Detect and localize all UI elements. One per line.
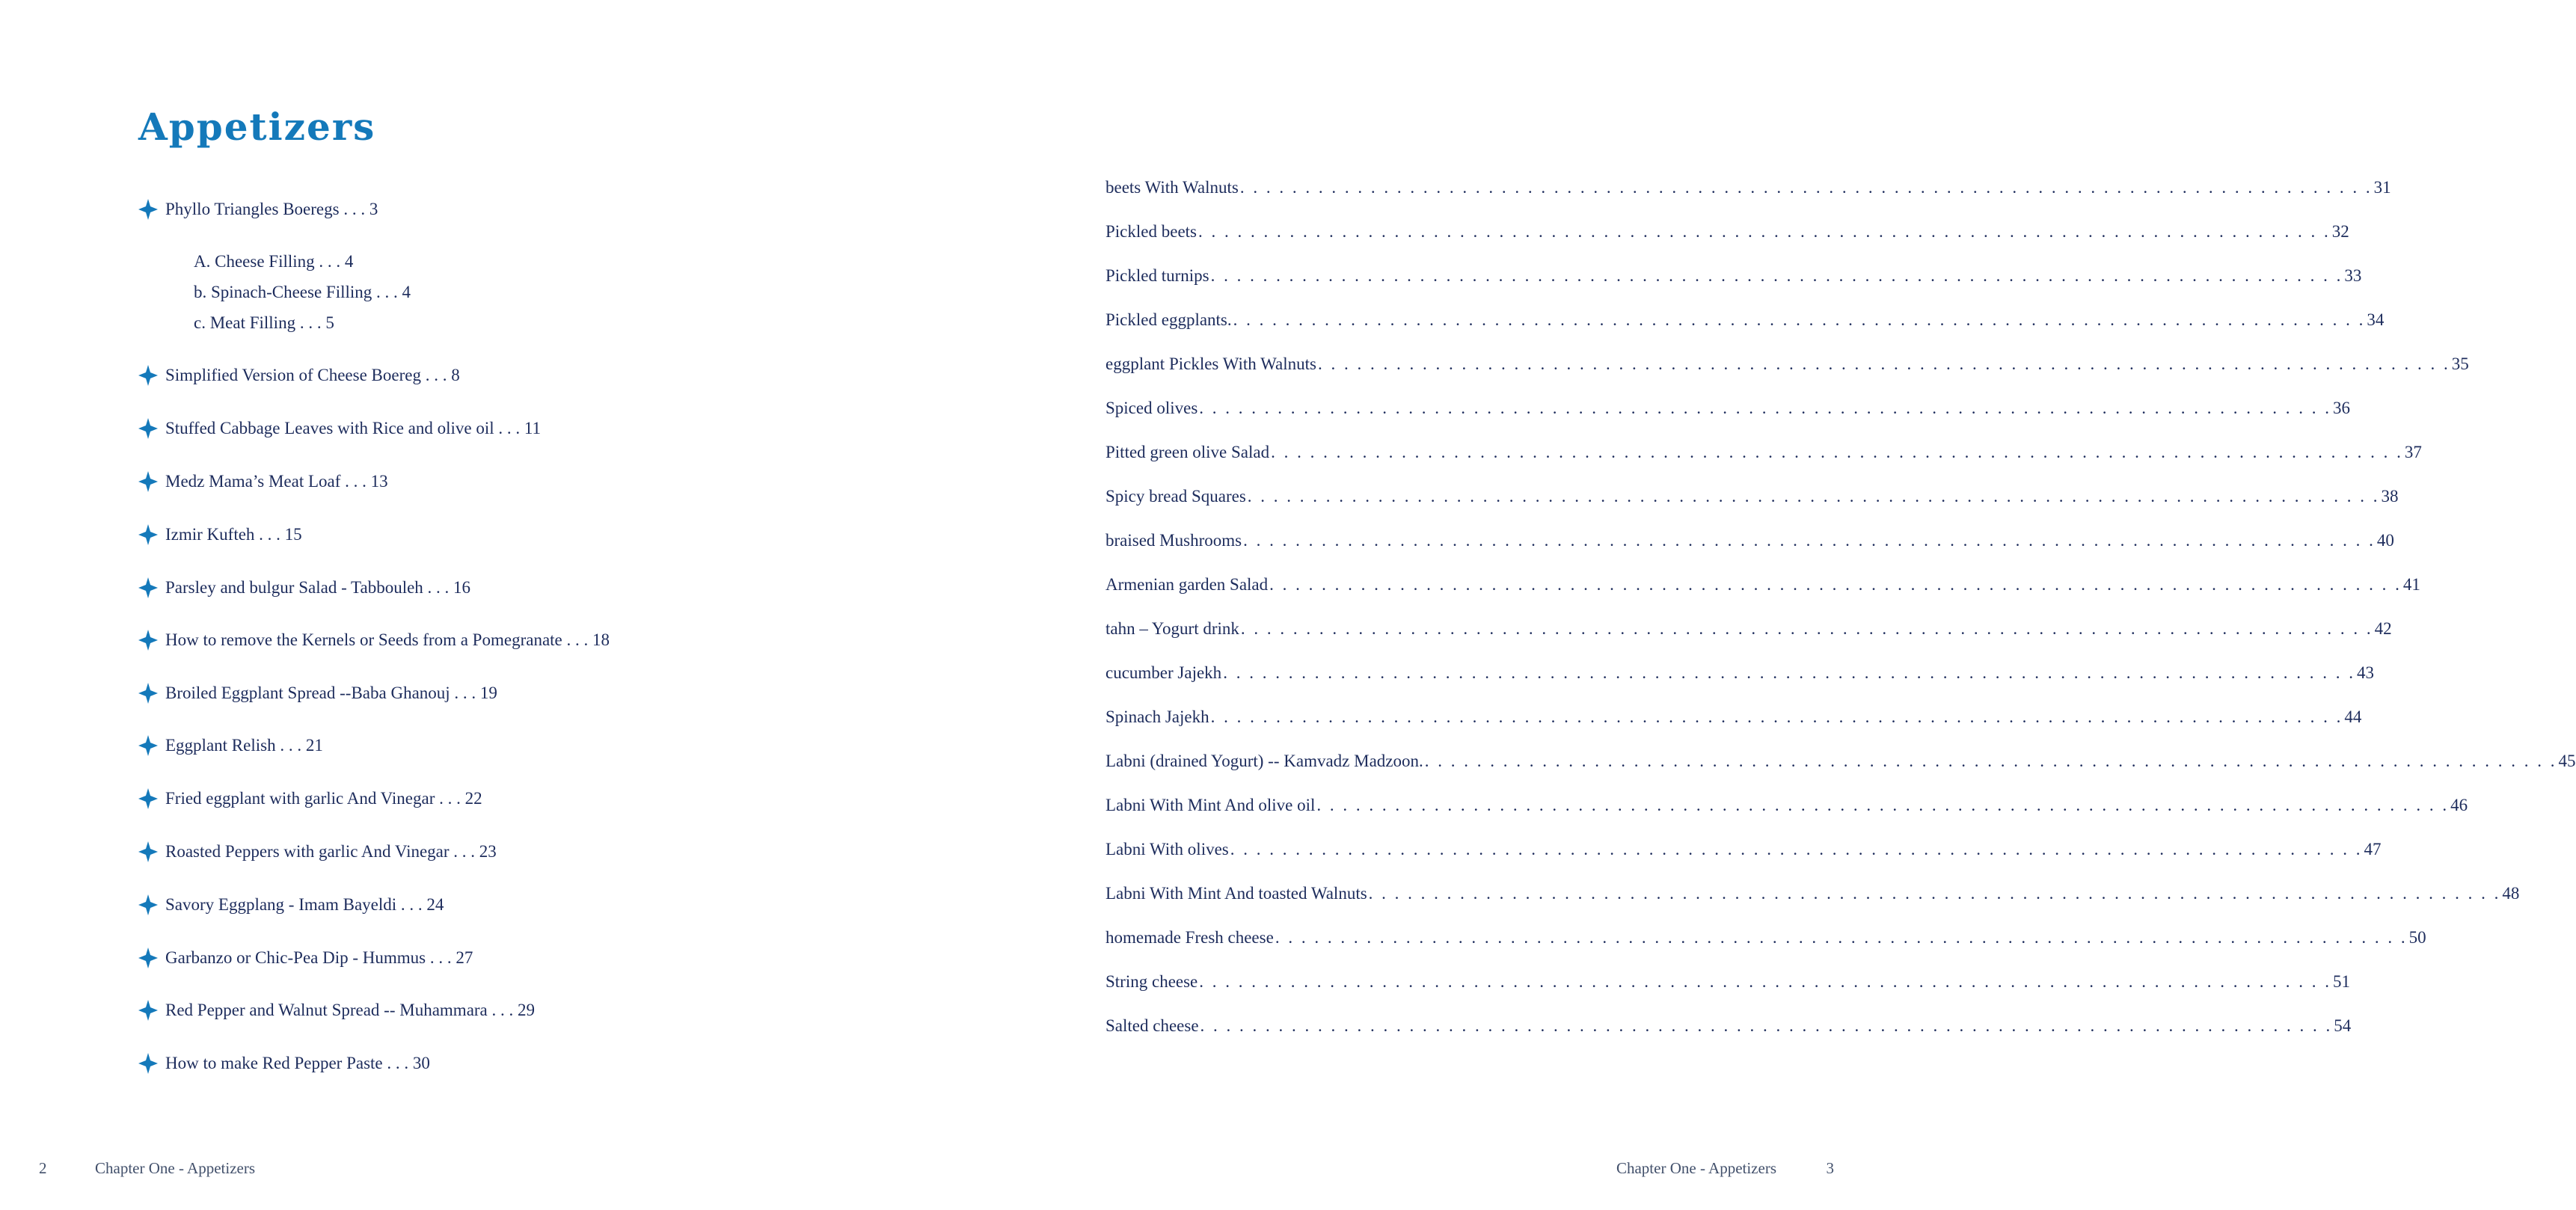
dot-leader: . . . . . . . . . . . . . . . . . . . . . . . . . . . . . . . . . . . . . . . . . . . . . . . . . . . . . . . . . . . . . . . . . . . . . . . . . . . . . . . . . . . . . . . (1223, 663, 2355, 682)
toc-entry-label: Phyllo Triangles Boeregs . . . 3 (165, 200, 378, 218)
dot-leader: . . . . . . . . . . . . . . . . . . . . . . . . . . . . . . . . . . . . . . . . . . . . . . . . . . . . . . . . . . . . . . . . . . . . . . . . . . . . . . . . . . . . . . . (1233, 310, 2366, 329)
toc-entry-page: 46 (2450, 796, 2468, 814)
toc-entry-label: Spinach Jajekh (1105, 707, 1209, 726)
toc-entry-page: 42 (2374, 619, 2392, 638)
page-title: Appetizers (138, 105, 376, 149)
toc-entry[interactable] (138, 360, 460, 390)
toc-entry[interactable] (138, 625, 610, 655)
toc-entry-page: 32 (2331, 222, 2349, 241)
toc-entry[interactable] (1105, 790, 2468, 820)
dot-leader: . . . . . . . . . . . . . . . . . . . . . . . . . . . . . . . . . . . . . . . . . . . . . . . . . . . . . . . . . . . . . . . . . . . . . . . . . . . . . . . . . . . . . . . (1239, 178, 2373, 197)
toc-entry[interactable] (138, 890, 444, 920)
blue-cross-bullet-icon (138, 471, 158, 492)
blue-cross-bullet-icon (138, 735, 158, 756)
toc-entry-label: Eggplant Relish . . . 21 (165, 736, 323, 755)
toc-entry-label: Medz Mama’s Meat Loaf . . . 13 (165, 472, 388, 491)
dot-leader: . . . . . . . . . . . . . . . . . . . . . . . . . . . . . . . . . . . . . . . . . . . . . . . . . . . . . . . . . . . . . . . . . . . . . . . . . . . . . . . . . . . . . . . (1230, 840, 2363, 859)
toc-entry-page: 35 (2451, 354, 2469, 373)
blue-cross-bullet-icon (138, 577, 158, 598)
blue-cross-bullet-icon (138, 1000, 158, 1021)
toc-entry-label: Pickled beets (1105, 222, 1197, 241)
toc-entry-label: Labni With Mint And toasted Walnuts (1105, 884, 1367, 903)
toc-entry[interactable] (1105, 879, 2520, 909)
toc-entry-page: 45 (2558, 752, 2576, 770)
left-running-footer: Chapter One - Appetizers (95, 1159, 256, 1177)
toc-entry-label: Parsley and bulgur Salad - Tabbouleh . . . 16 (165, 578, 471, 597)
blue-cross-bullet-icon (138, 524, 158, 545)
toc-entry-label: braised Mushrooms (1105, 531, 1242, 550)
blue-cross-bullet-icon (138, 1053, 158, 1074)
dot-leader: . . . . . . . . . . . . . . . . . . . . . . . . . . . . . . . . . . . . . . . . . . . . . . . . . . . . . . . . . . . . . . . . . . . . . . . . . . . . . . . . . . . . . . . (1424, 752, 2557, 770)
toc-entry-page: 54 (2334, 1016, 2352, 1035)
blue-cross-bullet-icon (138, 199, 158, 220)
toc-entry-label: How to remove the Kernels or Seeds from a Pomegranate . . . 18 (165, 630, 610, 649)
dot-leader: . . . . . . . . . . . . . . . . . . . . . . . . . . . . . . . . . . . . . . . . . . . . . . . . . . . . . . . . . . . . . . . . . . . . . . . . . . . . . . . . . . . . . . . (1316, 796, 2450, 814)
toc-entry[interactable] (1105, 393, 2351, 423)
toc-entry[interactable] (138, 995, 535, 1025)
blue-cross-bullet-icon (138, 365, 158, 386)
toc-entry[interactable] (138, 1048, 430, 1078)
toc-entry[interactable] (1105, 217, 2349, 247)
toc-subentry[interactable]: A. Cheese Filling . . . 4 (194, 252, 354, 271)
toc-entry[interactable] (138, 678, 497, 708)
blue-cross-bullet-icon (138, 683, 158, 704)
toc-entry-page: 50 (2408, 928, 2426, 947)
toc-entry-label: Spicy bread Squares (1105, 487, 1246, 506)
toc-entry-label: beets With Walnuts (1105, 178, 1239, 197)
toc-entry[interactable] (1105, 658, 2374, 688)
toc-entry[interactable] (1105, 923, 2426, 953)
right-page-number: 3 (1826, 1159, 1834, 1177)
toc-entry[interactable] (138, 467, 388, 497)
dot-leader: . . . . . . . . . . . . . . . . . . . . . . . . . . . . . . . . . . . . . . . . . . . . . . . . . . . . . . . . . . . . . . . . . . . . . . . . . . . . . . . . . . . . . . . (1269, 575, 2402, 594)
toc-entry[interactable] (1105, 526, 2394, 556)
dot-leader: . . . . . . . . . . . . . . . . . . . . . . . . . . . . . . . . . . . . . . . . . . . . . . . . . . . . . . . . . . . . . . . . . . . . . . . . . . . . . . . . . . . . . . . (1210, 266, 2343, 285)
dot-leader: . . . . . . . . . . . . . . . . . . . . . . . . . . . . . . . . . . . . . . . . . . . . . . . . . . . . . . . . . . . . . . . . . . . . . . . . . . . . . . . . . . . . . . . (1243, 531, 2376, 550)
blue-cross-bullet-icon (138, 788, 158, 809)
toc-entry[interactable] (138, 784, 482, 814)
toc-entry[interactable] (1105, 835, 2382, 864)
dot-leader: . . . . . . . . . . . . . . . . . . . . . . . . . . . . . . . . . . . . . . . . . . . . . . . . . . . . . . . . . . . . . . . . . . . . . . . . . . . . . . . . . . . . . . . (1271, 443, 2403, 461)
toc-entry-label: eggplant Pickles With Walnuts (1105, 354, 1316, 373)
toc-entry-page: 48 (2502, 884, 2520, 903)
blue-cross-bullet-icon (138, 418, 158, 439)
toc-entry[interactable] (1105, 746, 2576, 776)
blue-cross-bullet-icon (138, 894, 158, 915)
left-page-number: 2 (39, 1159, 47, 1177)
toc-entry-label: Izmir Kufteh . . . 15 (165, 525, 302, 544)
toc-entry[interactable] (138, 194, 378, 224)
toc-entry-page: 33 (2344, 266, 2362, 285)
toc-entry[interactable] (138, 943, 473, 973)
dot-leader: . . . . . . . . . . . . . . . . . . . . . . . . . . . . . . . . . . . . . . . . . . . . . . . . . . . . . . . . . . . . . . . . . . . . . . . . . . . . . . . . . . . . . . . (1200, 1016, 2333, 1035)
toc-entry-label: Labni With olives (1105, 840, 1229, 859)
toc-entry-label: Broiled Eggplant Spread --Baba Ghanouj . . . 19 (165, 684, 497, 702)
toc-entry[interactable] (1105, 702, 2362, 732)
toc-entry-page: 36 (2333, 399, 2351, 417)
toc-entry-label: Pickled turnips (1105, 266, 1209, 285)
toc-entry-label: Pickled eggplants. (1105, 310, 1232, 329)
toc-subentry[interactable]: b. Spinach-Cheese Filling . . . 4 (194, 283, 411, 301)
toc-entry-page: 41 (2402, 575, 2420, 594)
right-running-footer: Chapter One - Appetizers (1616, 1159, 1776, 1177)
blue-cross-bullet-icon (138, 948, 158, 968)
toc-entry-label: Labni With Mint And olive oil (1105, 796, 1316, 814)
toc-entry[interactable] (1105, 261, 2362, 291)
toc-entry[interactable] (1105, 437, 2422, 467)
dot-leader: . . . . . . . . . . . . . . . . . . . . . . . . . . . . . . . . . . . . . . . . . . . . . . . . . . . . . . . . . . . . . . . . . . . . . . . . . . . . . . . . . . . . . . . (1317, 354, 2450, 373)
toc-entry-page: 38 (2381, 487, 2399, 506)
toc-entry-label: Red Pepper and Walnut Spread -- Muhammara . . . 29 (165, 1001, 536, 1019)
toc-entry-label: Roasted Peppers with garlic And Vinegar . . . 23 (165, 842, 497, 861)
toc-entry[interactable] (1105, 1011, 2352, 1041)
toc-entry-label: Stuffed Cabbage Leaves with Rice and olive oil . . . 11 (165, 419, 542, 437)
toc-entry-label: Armenian garden Salad (1105, 575, 1269, 594)
toc-entry[interactable] (138, 520, 302, 550)
toc-entry[interactable] (1105, 305, 2385, 335)
toc-entry-label: Salted cheese (1105, 1016, 1199, 1035)
blue-cross-bullet-icon (138, 841, 158, 862)
dot-leader: . . . . . . . . . . . . . . . . . . . . . . . . . . . . . . . . . . . . . . . . . . . . . . . . . . . . . . . . . . . . . . . . . . . . . . . . . . . . . . . . . . . . . . . (1247, 487, 2380, 506)
dot-leader: . . . . . . . . . . . . . . . . . . . . . . . . . . . . . . . . . . . . . . . . . . . . . . . . . . . . . . . . . . . . . . . . . . . . . . . . . . . . . . . . . . . . . . . (1275, 928, 2408, 947)
toc-entry-page: 44 (2344, 707, 2362, 726)
toc-entry-label: Pitted green olive Salad (1105, 443, 1270, 461)
toc-entry-label: How to make Red Pepper Paste . . . 30 (165, 1054, 430, 1072)
toc-entry[interactable] (138, 414, 541, 443)
dot-leader: . . . . . . . . . . . . . . . . . . . . . . . . . . . . . . . . . . . . . . . . . . . . . . . . . . . . . . . . . . . . . . . . . . . . . . . . . . . . . . . . . . . . . . . (1199, 972, 2332, 991)
toc-subentry[interactable]: c. Meat Filling . . . 5 (194, 313, 334, 332)
toc-entry-label: Simplified Version of Cheese Boereg . . . 8 (165, 366, 460, 384)
toc-entry[interactable] (1105, 570, 2420, 600)
blue-cross-bullet-icon (138, 630, 158, 651)
toc-entry[interactable] (1105, 349, 2469, 379)
toc-entry-label: Labni (drained Yogurt) -- Kamvadz Madzoon. (1105, 752, 1423, 770)
toc-entry-label: Garbanzo or Chic-Pea Dip - Hummus . . . 27 (165, 948, 473, 967)
toc-entry[interactable] (1105, 482, 2399, 512)
dot-leader: . . . . . . . . . . . . . . . . . . . . . . . . . . . . . . . . . . . . . . . . . . . . . . . . . . . . . . . . . . . . . . . . . . . . . . . . . . . . . . . . . . . . . . . (1198, 222, 2331, 241)
toc-entry-label: homemade Fresh cheese (1105, 928, 1274, 947)
dot-leader: . . . . . . . . . . . . . . . . . . . . . . . . . . . . . . . . . . . . . . . . . . . . . . . . . . . . . . . . . . . . . . . . . . . . . . . . . . . . . . . . . . . . . . . (1210, 707, 2343, 726)
toc-entry[interactable] (138, 837, 497, 867)
dot-leader: . . . . . . . . . . . . . . . . . . . . . . . . . . . . . . . . . . . . . . . . . . . . . . . . . . . . . . . . . . . . . . . . . . . . . . . . . . . . . . . . . . . . . . . (1199, 399, 2332, 417)
toc-entry[interactable] (138, 573, 470, 603)
toc-entry-label: cucumber Jajekh (1105, 663, 1222, 682)
toc-entry[interactable] (1105, 173, 2391, 203)
toc-entry[interactable] (1105, 967, 2351, 997)
toc-entry-page: 31 (2373, 178, 2391, 197)
toc-entry-label: String cheese (1105, 972, 1198, 991)
toc-entry-page: 51 (2333, 972, 2351, 991)
dot-leader: . . . . . . . . . . . . . . . . . . . . . . . . . . . . . . . . . . . . . . . . . . . . . . . . . . . . . . . . . . . . . . . . . . . . . . . . . . . . . . . . . . . . . . . (1368, 884, 2501, 903)
toc-entry-page: 40 (2376, 531, 2394, 550)
toc-entry-label: Spiced olives (1105, 399, 1198, 417)
toc-entry-page: 43 (2356, 663, 2374, 682)
toc-entry[interactable] (1105, 614, 2392, 644)
toc-entry-label: Savory Eggplang - Imam Bayeldi . . . 24 (165, 895, 444, 914)
toc-entry-label: Fried eggplant with garlic And Vinegar . . . 22 (165, 789, 482, 808)
toc-entry-page: 34 (2367, 310, 2385, 329)
toc-entry-label: tahn – Yogurt drink (1105, 619, 1239, 638)
toc-entry[interactable] (138, 731, 323, 761)
toc-entry-page: 47 (2364, 840, 2382, 859)
toc-entry-page: 37 (2404, 443, 2422, 461)
dot-leader: . . . . . . . . . . . . . . . . . . . . . . . . . . . . . . . . . . . . . . . . . . . . . . . . . . . . . . . . . . . . . . . . . . . . . . . . . . . . . . . . . . . . . . . (1240, 619, 2373, 638)
